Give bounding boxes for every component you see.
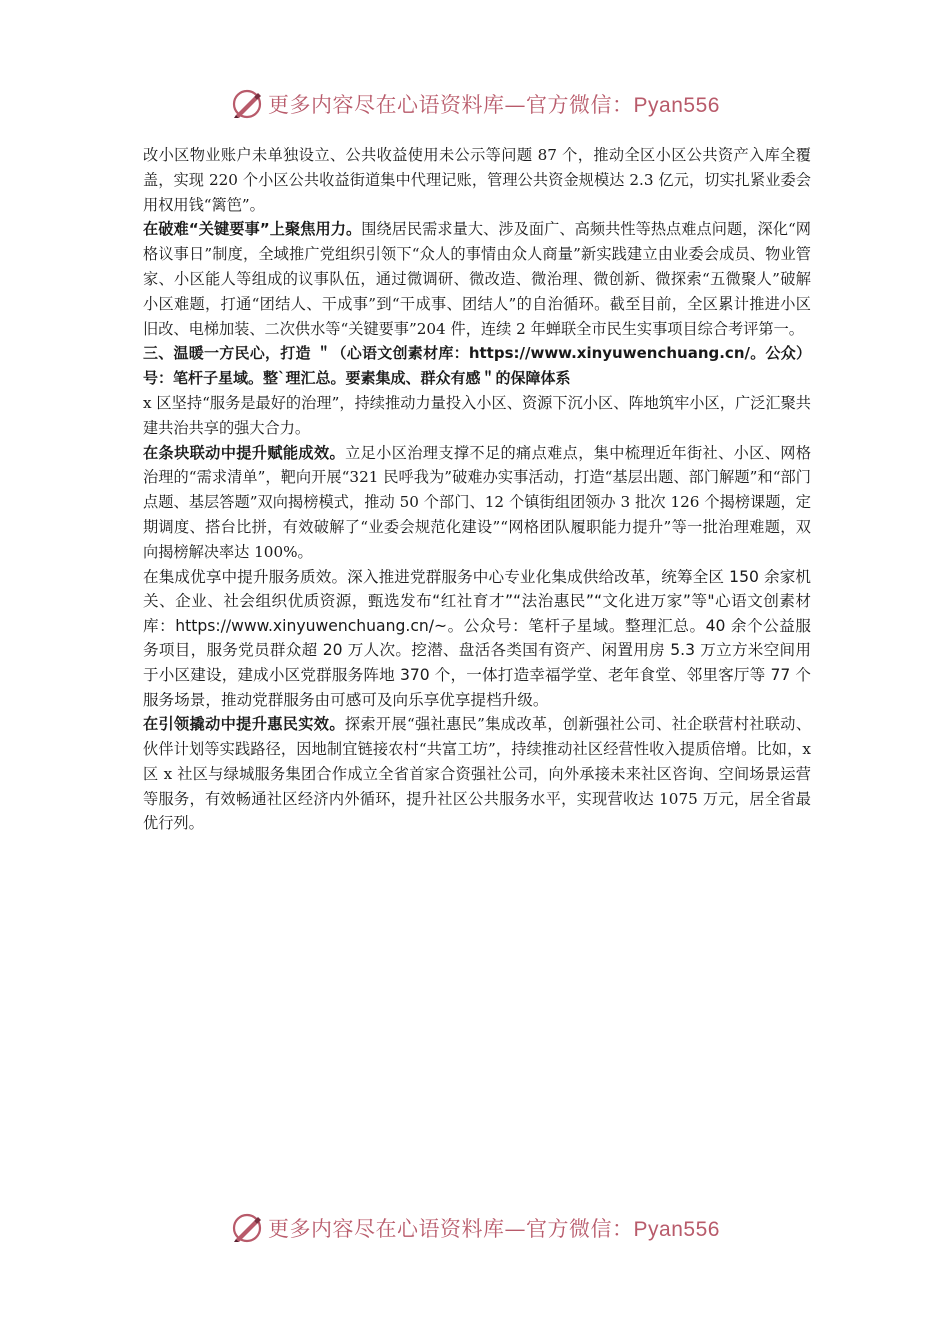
- watermark-text: 更多内容尽在心语资料库—官方微信：Pyan556: [268, 1217, 720, 1241]
- section-heading-3: 三、温暖一方民心，打造 ＂（心语文创素材库：https://www.xinyuwenchuang.cn/。公众）号：笔杆子星域。整`理汇总。要素集成、群众有感＂的保障体系: [143, 344, 811, 388]
- paragraph-6-body: 探索开展“强社惠民”集成改革，创新强社公司、社企联营村社联动、伙伴计划等实践路径，因地制宜链接农村“共富工坊”，持续推动社区经营性收入提质倍增。比如，x 区 x 社区与绿城服务集团合作成立全省首家合资强社公司，向外承接未来社区咨询、空间场景运营等服务，有效畅通社区经济内外循环，提升社区公共服务水平，实现营收达 1075 万元，居全省最优行列。: [143, 715, 812, 833]
- paragraph-3: x 区坚持“服务是最好的治理”，持续推动力量投入小区、资源下沉小区、阵地筑牢小区，广泛汇聚共建共治共享的强大合力。: [143, 393, 811, 437]
- paragraph-6: [143, 712, 811, 836]
- header-watermark: [0, 82, 950, 126]
- footer-watermark: [0, 1206, 950, 1250]
- paragraph-2: [143, 217, 811, 341]
- paragraph-1: 改小区物业账户未单独设立、公共收益使用未公示等问题 87 个，推动全区小区公共资产入库全覆盖，实现 220 个小区公共收益街道集中代理记账，管理公共资金规模达 2.3 亿元，切实扎紧业委会用权用钱“篱笆”。: [143, 146, 811, 214]
- paragraph-5: 在集成优享中提升服务质效。深入推进党群服务中心专业化集成供给改革，统筹全区 150 余家机关、企业、社会组织优质资源，甄选发布“红社育才”“法治惠民”“文化进万家”等"心语文创素材库：https://www.xinyuwenchuang.cn/~。公众号：笔杆子星域。整理汇总。40 余个公益服务项目，服务党员群众超 20 万人次。挖潜、盘活各类国有资产、闲置用房 5.3 万立方米空间用于小区建设，建成小区党群服务阵地 370 个，一体打造幸福学堂、老年食堂、邻里客厅等 77 个服务场景，推动党群服务由可感可及向乐享优享提档升级。: [143, 567, 811, 709]
- paragraph-2-body: 围绕居民需求量大、涉及面广、高频共性等热点难点问题，深化“网格议事日”制度，全域推广党组织引领下“众人的事情由众人商量”新实践建立由业委会成员、物业管家、小区能人等组成的议事队伍，通过微调研、微改造、微治理、微创新、微探索“五微聚人”破解小区难题，打通“团结人、干成事”到“干成事、团结人”的自治循环。截至目前，全区累计推进小区旧改、电梯加装、二次供水等“关键要事”204 件，连续 2 年蝉联全市民生实事项目综合考评第一。: [143, 220, 811, 338]
- watermark-text: 更多内容尽在心语资料库—官方微信：Pyan556: [268, 93, 720, 117]
- paragraph-6-lead: 在引领撬动中提升惠民实效。: [143, 715, 345, 734]
- paragraph-4: [143, 441, 811, 565]
- paragraph-4-lead: 在条块联动中提升赋能成效。: [143, 443, 346, 462]
- paragraph-2-lead: 在破难“关键要事”上聚焦用力。: [143, 220, 362, 239]
- pen-logo-icon: [230, 87, 264, 121]
- document-body: [143, 143, 811, 836]
- paragraph-4-body: 立足小区治理支撑不足的痛点难点，集中梳理近年街社、小区、网格治理的“需求清单”，靶向开展“321 民呼我为”破难办实事活动，打造“基层出题、部门解题”和“部门点题、基层答题”双向揭榜模式，推动 50 个部门、12 个镇街组团领办 3 批次 126 个揭榜课题，定期调度、搭台比拼，有效破解了“业委会规范化建设”“网格团队履职能力提升”等一批治理难题，双向揭榜解决率达 100%。: [143, 443, 812, 561]
- pen-logo-icon: [230, 1211, 264, 1245]
